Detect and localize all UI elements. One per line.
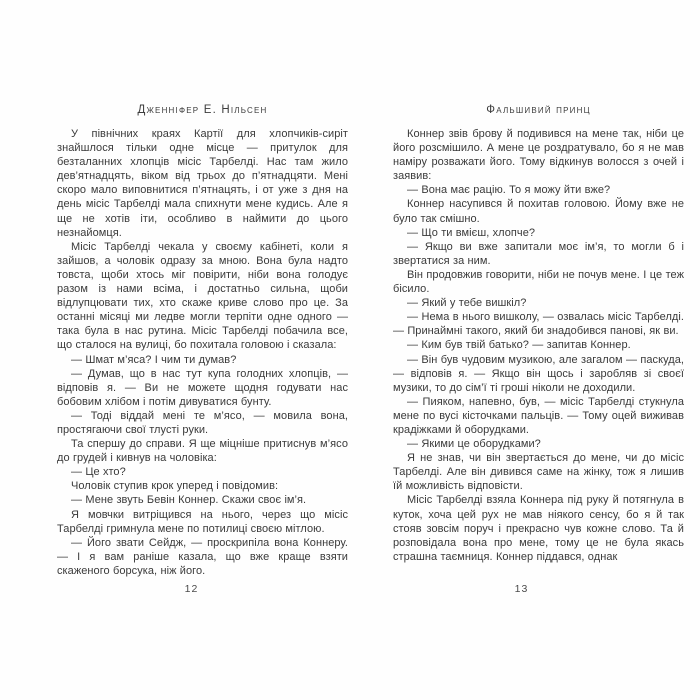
- page-number: 13: [514, 583, 529, 595]
- running-header-title: Фальшивий принц: [486, 104, 591, 116]
- paragraph: Коннер звів брову й подивився на мене так, ніби це його розсмішило. А мене це роздратувало, бо я не мав наміру розважати його. Тому відкинув волосся з очей і заявив:: [393, 128, 684, 183]
- paragraph: Та спершу до справи. Я ще міцніше притиснув м’ясо до грудей і кивнув на чоловіка:: [57, 438, 348, 465]
- paragraph: — Його звати Сейдж, — проскрипіла вона Коннеру. — І я вам раніше казала, що вже краще взяти скаженого борсука, ніж його.: [57, 536, 348, 577]
- page-number: 12: [184, 583, 199, 595]
- paragraph: — Якщо ви вже запитали моє ім’я, то могли б і звертатися за ним.: [393, 240, 684, 267]
- paragraph: — Що ти вмієш, хлопче?: [407, 226, 536, 239]
- paragraph: Коннер насупився й похитав головою. Йому вже не було так смішно.: [393, 198, 684, 225]
- paragraph: — Який у тебе вишкіл?: [407, 297, 527, 310]
- paragraph: У північних краях Картії для хлопчиків-сиріт знайшлося тільки одне місце — притулок для безталанних хлопців місіс Тарбелді. Нас там жило дев’ятнадцять, віком від трьох до п’ятнадцяти. Мені скоро мало виповнитися п’ятнацять, і от уже з дня на день місіс Тарбелді мала спихнути мене кудись. Але я ще не хотів іти, особливо в наймити до цього незнайомця.: [57, 128, 348, 239]
- paragraph: — Це хто?: [71, 466, 126, 479]
- paragraph: — Ким був твій батько? — запитав Коннер.: [407, 339, 631, 352]
- paragraph: Я мовчки витріщився на нього, через що місіс Тарбелді гримнула мене по потилиці своєю мітлою.: [57, 508, 348, 535]
- paragraph: — Думав, що в нас тут купа голодних хлопців, — відповів я. — Ви не можете щодня годувати нас бобовим хлібом і потім дивуватися бунту.: [57, 367, 348, 408]
- paragraph: — Він був чудовим музикою, але загалом — паскуда, — відповів я. — Якщо він щось і заробляв зі своєї музики, то до сім’ї ті гроші ніколи не доходили.: [393, 353, 684, 394]
- paragraph: Чоловік ступив крок уперед і повідомив:: [71, 480, 279, 493]
- paragraph: — Пияком, напевно, був, — місіс Тарбелді стукнула мене по вусі кісточками пальців. — Тому оцей виживав крадіжками й оборудками.: [393, 395, 684, 436]
- paragraph: — Вона має рацію. То я можу йти вже?: [407, 184, 611, 197]
- paragraph: — Мене звуть Бевін Коннер. Скажи своє ім’я.: [71, 494, 307, 507]
- paragraph: Він продовжив говорити, ніби не почув мене. І це теж бісило.: [393, 268, 684, 296]
- paragraph: — Якими це оборудками?: [407, 438, 541, 451]
- page-right-text: [393, 127, 684, 564]
- paragraph: — Шмат м’яса? І чим ти думав?: [71, 353, 237, 366]
- paragraph: Місіс Тарбелді чекала у своєму кабінеті, коли я зайшов, а чоловік одразу за мною. Вона була надто товста, щоби хтось міг повірити, ніби вона голодує разом із нами всіма, і достатньо сильна, щоби відлупцювати тих, хто скаже криве слово про це. За останні місяці ми ледве могли терпіти одне одного — така була в нас рутина. Місіс Тарбелді побачила все, що сталося на вулиці, бо похитала головою і сказала:: [57, 240, 348, 352]
- running-header-author: Дженніфер Е. Нільсен: [137, 104, 268, 116]
- page-left-text: [57, 127, 348, 578]
- paragraph: — Тоді віддай мені те м’ясо, — мовила вона, простягаючи свої тлусті руки.: [57, 409, 348, 436]
- paragraph: Я не знав, чи він звертається до мене, чи до місіс Тарбелді. Але він дивився саме на жінку, тож я лишив їй можливість відповісти.: [393, 452, 684, 493]
- paragraph: Місіс Тарбелді взяла Коннера під руку й потягнула в куток, хоча цей рух не мав ніякого сенсу, бо я й так стояв зовсім поруч і прекрасно чув кожне слово. Та й розповідала вона про мене, тому це не була якась страшна таємниця. Коннер піддався, однак: [393, 494, 684, 563]
- paragraph: — Нема в нього вишколу, — озвалась місіс Тарбелді. — Принаймні такого, який би знадобився панові, як ви.: [393, 311, 684, 338]
- page-right: [393, 104, 684, 564]
- page-left: [57, 104, 348, 578]
